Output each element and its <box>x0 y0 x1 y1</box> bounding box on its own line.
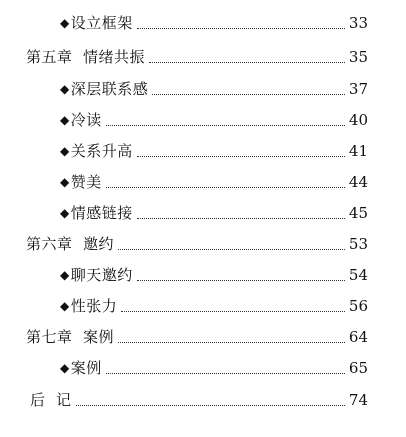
toc-page-number: 45 <box>348 204 368 222</box>
toc-entry-label <box>60 357 102 380</box>
toc-entry-label <box>26 233 114 255</box>
toc-entry-label <box>60 78 148 101</box>
toc-entry-title: 第五章 情绪共振 <box>26 48 146 66</box>
toc-page-number: 40 <box>348 111 368 129</box>
toc-entry-label <box>60 295 117 318</box>
dot-leader <box>121 310 345 312</box>
toc-entry-label <box>30 389 72 411</box>
diamond-bullet-icon: ◆ <box>60 113 70 127</box>
dot-leader <box>152 93 345 95</box>
diamond-bullet-icon: ◆ <box>60 299 70 313</box>
diamond-bullet-icon: ◆ <box>60 206 70 220</box>
toc-entry-label <box>60 202 133 225</box>
toc-entry-title: 聊天邀约 <box>70 266 133 284</box>
toc-section-row[interactable] <box>60 140 368 162</box>
toc-section-row[interactable] <box>60 357 368 379</box>
toc-chapter-row[interactable] <box>30 389 368 411</box>
dot-leader <box>106 124 345 126</box>
toc-page-number: 65 <box>348 359 368 377</box>
toc-chapter-row[interactable] <box>26 233 368 255</box>
toc-entry-title: 冷读 <box>70 111 102 129</box>
toc-entry-title: 关系升高 <box>70 142 133 160</box>
toc-page-number: 64 <box>348 328 368 346</box>
toc-page-number: 41 <box>348 142 368 160</box>
diamond-bullet-icon: ◆ <box>60 144 70 158</box>
toc-page-number: 56 <box>348 297 368 315</box>
toc-entry-label <box>60 109 102 132</box>
diamond-bullet-icon: ◆ <box>60 16 70 30</box>
dot-leader <box>149 61 345 63</box>
toc-page-number: 37 <box>348 80 368 98</box>
diamond-bullet-icon: ◆ <box>60 82 70 96</box>
diamond-bullet-icon: ◆ <box>60 268 70 282</box>
diamond-bullet-icon: ◆ <box>60 361 70 375</box>
toc-section-row[interactable] <box>60 171 368 193</box>
toc-entry-title: 第六章 邀约 <box>26 235 115 253</box>
toc-entry-title: 第七章 案例 <box>26 328 115 346</box>
dot-leader <box>137 279 345 281</box>
toc-chapter-row[interactable] <box>26 46 368 68</box>
toc-entry-label <box>26 46 145 68</box>
dot-leader <box>137 155 345 157</box>
toc-entry-title: 赞美 <box>70 173 102 191</box>
toc-entry-label <box>60 140 133 163</box>
toc-entry-title: 设立框架 <box>70 14 133 32</box>
toc-chapter-row[interactable] <box>26 326 368 348</box>
toc-page-number: 44 <box>348 173 368 191</box>
toc-entry-title: 情感链接 <box>70 204 133 222</box>
toc-section-row[interactable] <box>60 12 368 34</box>
dot-leader <box>137 217 345 219</box>
dot-leader <box>118 341 345 343</box>
toc-page-number: 53 <box>348 235 368 253</box>
toc-entry-label <box>60 12 133 35</box>
toc-entry-title: 深层联系感 <box>70 80 149 98</box>
toc-entry-label <box>60 171 102 194</box>
toc-entry-label <box>26 326 114 348</box>
toc-section-row[interactable] <box>60 264 368 286</box>
toc-page-number: 54 <box>348 266 368 284</box>
toc-section-row[interactable] <box>60 295 368 317</box>
dot-leader <box>137 27 345 29</box>
toc-section-row[interactable] <box>60 109 368 131</box>
dot-leader <box>76 404 345 406</box>
toc-section-row[interactable] <box>60 78 368 100</box>
toc-page-number: 74 <box>348 391 368 409</box>
toc-entry-label <box>60 264 133 287</box>
toc-page-number: 33 <box>348 14 368 32</box>
toc-entry-title: 案例 <box>70 359 102 377</box>
toc-section-row[interactable] <box>60 202 368 224</box>
diamond-bullet-icon: ◆ <box>60 175 70 189</box>
dot-leader <box>118 248 345 250</box>
toc-page-number: 35 <box>348 48 368 66</box>
dot-leader <box>106 186 345 188</box>
toc-entry-title: 后 记 <box>30 391 72 409</box>
toc-entry-title: 性张力 <box>70 297 118 315</box>
dot-leader <box>106 372 345 374</box>
